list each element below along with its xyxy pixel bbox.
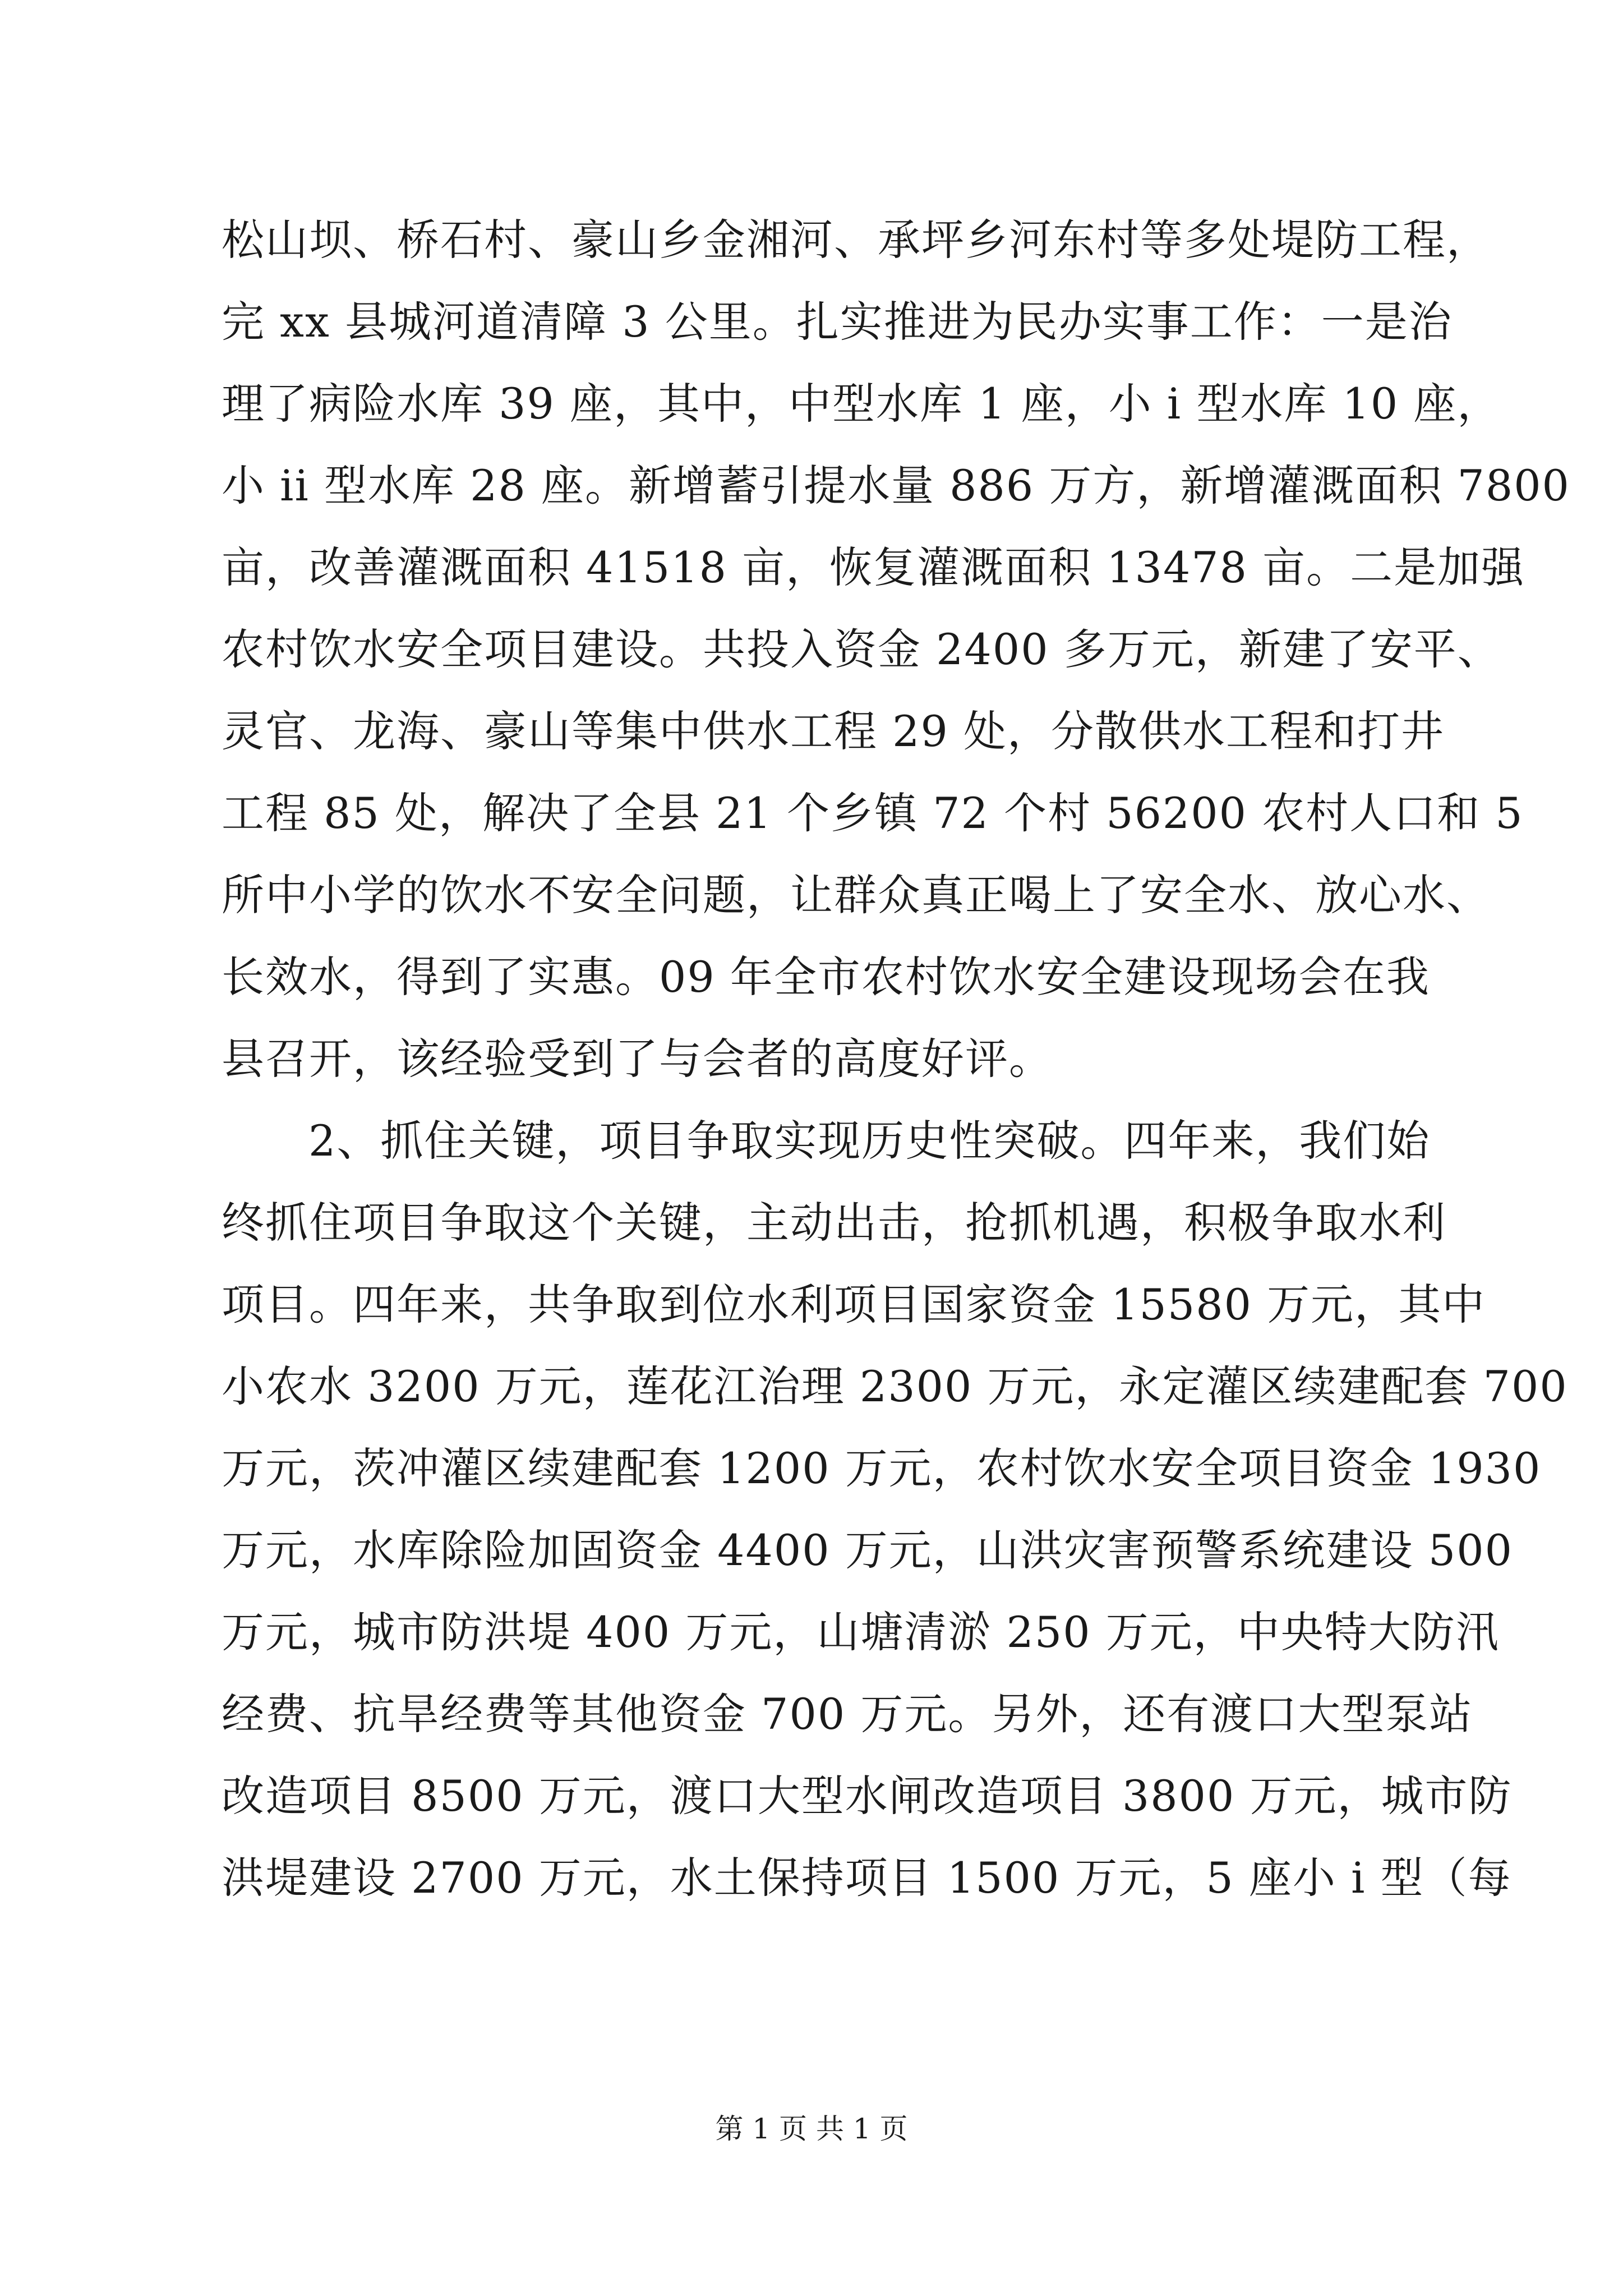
text-line: 2、抓住关键，项目争取实现历史性突破。四年来，我们始: [308, 1116, 1431, 1166]
text-line: 项目。四年来，共争取到位水利项目国家资金 15580 万元，其中: [222, 1280, 1486, 1329]
text-line: 万元，水库除险加固资金 4400 万元，山洪灾害预警系统建设 500: [222, 1525, 1513, 1575]
text-line: 终抓住项目争取这个关键，主动出击，抢抓机遇，积极争取水利: [222, 1198, 1446, 1248]
text-line: 农村饮水安全项目建设。共投入资金 2400 多万元，新建了安平、: [222, 624, 1501, 674]
text-line: 所中小学的饮水不安全问题，让群众真正喝上了安全水、放心水、: [222, 870, 1490, 920]
text-line: 小农水 3200 万元，莲花江治理 2300 万元，永定灌区续建配套 700: [222, 1361, 1568, 1411]
text-line: 小 ii 型水库 28 座。新增蓄引提水量 886 万方，新增灌溉面积 7800: [222, 461, 1570, 510]
document-body: [222, 199, 1570, 1919]
page-number-footer: 第 1 页 共 1 页: [715, 2113, 908, 2145]
text-line: 工程 85 处，解决了全县 21 个乡镇 72 个村 56200 农村人口和 5: [222, 788, 1524, 838]
text-line: 亩，改善灌溉面积 41518 亩，恢复灌溉面积 13478 亩。二是加强: [222, 542, 1525, 592]
text-line: 经费、抗旱经费等其他资金 700 万元。另外，还有渡口大型泵站: [222, 1689, 1473, 1739]
text-line: 完 xx 县城河道清障 3 公里。扎实推进为民办实事工作：一是治: [222, 297, 1453, 347]
text-line: 洪堤建设 2700 万元，水土保持项目 1500 万元，5 座小 i 型（每: [222, 1853, 1512, 1903]
paragraph-2: [222, 1100, 1568, 1919]
text-line: 长效水，得到了实惠。09 年全市农村饮水安全建设现场会在我: [222, 952, 1430, 1002]
text-line: 万元，茨冲灌区续建配套 1200 万元，农村饮水安全项目资金 1930: [222, 1443, 1542, 1493]
text-line: 县召开，该经验受到了与会者的高度好评。: [222, 1034, 1053, 1084]
paragraph-1: [222, 199, 1570, 1100]
text-line: 改造项目 8500 万元，渡口大型水闸改造项目 3800 万元，城市防: [222, 1771, 1513, 1821]
text-line: 灵官、龙海、豪山等集中供水工程 29 处，分散供水工程和打井: [222, 706, 1445, 756]
text-line: 理了病险水库 39 座，其中，中型水库 1 座，小 i 型水库 10 座，: [222, 379, 1501, 429]
text-line: 万元，城市防洪堤 400 万元，山塘清淤 250 万元，中央特大防汛: [222, 1607, 1500, 1657]
text-line: 松山坝、桥石村、豪山乡金湘河、承坪乡河东村等多处堤防工程，: [222, 215, 1490, 265]
